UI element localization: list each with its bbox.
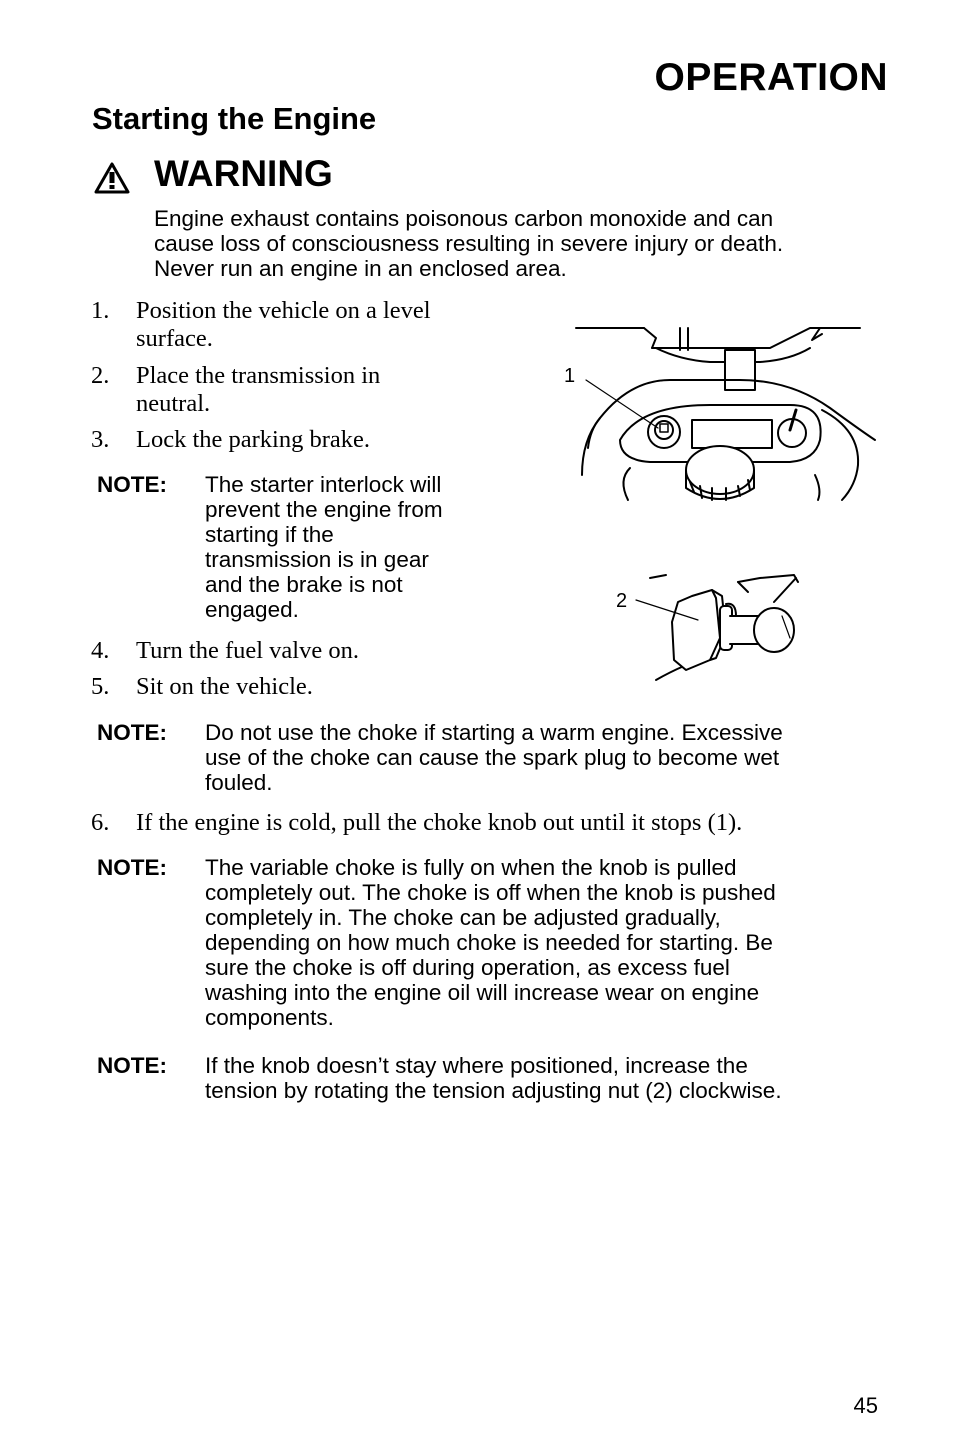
- dash-panel-drawing: [576, 328, 875, 500]
- note-line: The variable choke is fully on when the knob is pulled: [205, 855, 737, 880]
- step-number: 4.: [91, 637, 110, 664]
- note-line: The starter interlock will: [205, 472, 442, 497]
- step-number: 1.: [91, 297, 110, 324]
- note-line: prevent the engine from: [205, 497, 443, 522]
- step-line: neutral.: [136, 390, 211, 417]
- step-number: 5.: [91, 673, 110, 700]
- page-number: 45: [853, 1393, 878, 1418]
- warning-icon: [94, 162, 130, 194]
- step-number: 6.: [91, 809, 110, 836]
- note-label: NOTE:: [97, 1053, 167, 1078]
- note-line: use of the choke can cause the spark plug to become wet: [205, 745, 780, 770]
- warning-heading: WARNING: [154, 153, 333, 194]
- note-line: and the brake is not: [205, 572, 403, 597]
- note-line: depending on how much choke is needed for starting. Be: [205, 930, 773, 955]
- step-number: 3.: [91, 426, 110, 453]
- note-label: NOTE:: [97, 472, 167, 497]
- note-line: fouled.: [205, 770, 273, 795]
- section-header: OPERATION: [654, 56, 888, 99]
- note-line: If the knob doesn’t stay where positioned, increase the: [205, 1053, 748, 1078]
- step-line: surface.: [136, 325, 213, 352]
- warning-line: cause loss of consciousness resulting in severe injury or death.: [154, 231, 784, 256]
- step-line: Lock the parking brake.: [136, 426, 371, 453]
- warning-line: Never run an engine in an enclosed area.: [154, 256, 567, 281]
- note-line: sure the choke is off during operation, as excess fuel: [205, 955, 730, 980]
- warning-text: [154, 206, 884, 281]
- step-line: Place the transmission in: [136, 362, 381, 389]
- note-line: Do not use the choke if starting a warm engine. Excessive: [205, 720, 783, 745]
- note-line: components.: [205, 1005, 334, 1030]
- callout-1-label: 1: [564, 365, 576, 387]
- callout-2-label: 2: [616, 590, 628, 612]
- choke-knob-illustration: [560, 320, 880, 690]
- step-line: Sit on the vehicle.: [136, 673, 313, 700]
- step-number: 2.: [91, 362, 110, 389]
- note-line: tension by rotating the tension adjusting nut (2) clockwise.: [205, 1078, 782, 1103]
- note-label: NOTE:: [97, 720, 167, 745]
- note-line: transmission is in gear: [205, 547, 429, 572]
- step-line: Position the vehicle on a level: [136, 297, 431, 324]
- note-line: completely in. The choke can be adjusted gradually,: [205, 905, 721, 930]
- note-line: engaged.: [205, 597, 299, 622]
- choke-knob-closeup-drawing: [650, 575, 798, 680]
- step-line: Turn the fuel valve on.: [136, 637, 359, 664]
- note-line: washing into the engine oil will increase wear on engine: [205, 980, 760, 1005]
- warning-line: Engine exhaust contains poisonous carbon monoxide and can: [154, 206, 774, 231]
- note-label: NOTE:: [97, 855, 167, 880]
- note-line: completely out. The choke is off when the knob is pushed: [205, 880, 776, 905]
- note-line: starting if the: [205, 522, 334, 547]
- page-title: Starting the Engine: [92, 101, 377, 136]
- step-line: If the engine is cold, pull the choke knob out until it stops (1).: [136, 809, 743, 836]
